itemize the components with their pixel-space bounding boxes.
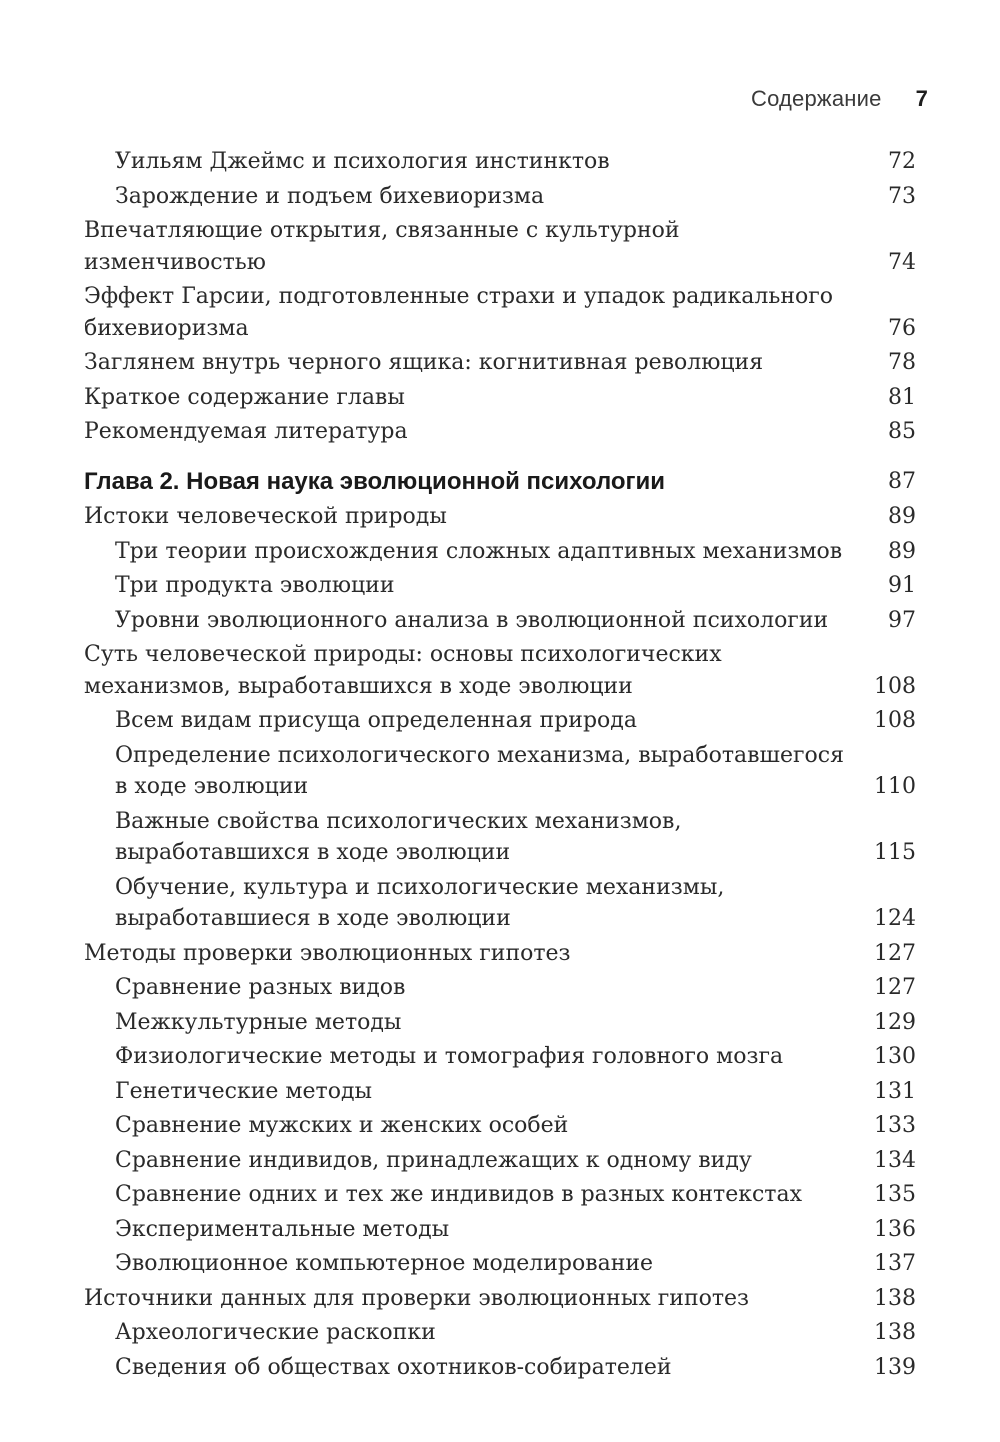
toc-entry-page-number: 115 (874, 840, 916, 865)
toc-entry-title: Определение психологического механизма, выработавшегося в ходе эволюции (115, 742, 844, 799)
toc-entry-page-number: 85 (888, 419, 916, 444)
toc-entry-title: Сведения об обществах охотников-собирателей (115, 1354, 672, 1380)
toc-entry-title: Экспериментальные методы (115, 1216, 450, 1242)
toc-entry-page-number: 73 (888, 183, 916, 209)
toc-entry-page-number: 138 (874, 1285, 916, 1311)
toc-entry-title: Важные свойства психологических механизмов, выработавшихся в ходе эволюции (115, 808, 682, 865)
running-head-section-title: Содержание (750, 86, 882, 111)
toc-entry-page-number: 127 (874, 975, 916, 1000)
toc-entry[interactable] (84, 1110, 916, 1142)
toc-entry-page-number: 76 (888, 315, 916, 341)
toc-entry-page-number: 129 (874, 1009, 916, 1035)
toc-entry-page-number: 138 (874, 1320, 916, 1345)
toc-entry[interactable] (84, 215, 916, 278)
toc-entry[interactable] (84, 1007, 916, 1039)
toc-entry[interactable] (84, 605, 916, 637)
toc-entry[interactable] (84, 501, 916, 533)
toc-entry-page-number: 133 (874, 1113, 916, 1138)
toc-entry[interactable] (84, 536, 916, 568)
toc-entry[interactable] (84, 972, 916, 1004)
toc-entry-title: Источники данных для проверки эволюционных гипотез (84, 1285, 750, 1311)
toc-entry-title: Эффект Гарсии, подготовленные страхи и упадок радикального бихевиоризма (84, 284, 834, 341)
toc-entry-page-number: 139 (874, 1354, 916, 1380)
toc-entry-title: Археологические раскопки (115, 1320, 436, 1345)
toc-entry-title: Суть человеческой природы: основы психологических механизмов, выработавшихся в ходе эволюции (84, 642, 722, 699)
toc-entry-page-number: 97 (888, 607, 916, 633)
toc-entry[interactable] (84, 1214, 916, 1246)
toc-entry[interactable] (84, 705, 916, 737)
toc-entry[interactable] (84, 1076, 916, 1108)
toc-entry-title: Зарождение и подъем бихевиоризма (115, 183, 545, 209)
toc-entry-title: Генетические методы (115, 1078, 373, 1104)
page-number: 7 (915, 86, 928, 111)
toc-entry-page-number: 72 (888, 149, 916, 174)
toc-entry-title: Физиологические методы и томография головного мозга (115, 1044, 784, 1069)
toc-entry-page-number: 124 (874, 906, 916, 931)
toc-entry-title: Три теории происхождения сложных адаптивных механизмов (115, 538, 843, 564)
toc-entry-title: Сравнение мужских и женских особей (115, 1113, 569, 1138)
toc-entry[interactable] (84, 639, 916, 702)
toc-entry[interactable] (84, 740, 916, 803)
toc-entry-title: Краткое содержание главы (84, 384, 405, 410)
running-head (751, 86, 928, 112)
toc-entry-title: Глава 2. Новая наука эволюционной психологии (84, 467, 666, 495)
toc-entry[interactable] (84, 570, 916, 602)
toc-entry-page-number: 91 (888, 573, 916, 598)
toc-entry-page-number: 110 (874, 774, 916, 799)
toc-entry[interactable] (84, 1248, 916, 1280)
toc-entry-page-number: 134 (874, 1147, 916, 1173)
toc-entry[interactable] (84, 181, 916, 213)
toc-entry-page-number: 108 (874, 673, 916, 699)
toc-entry[interactable] (84, 1283, 916, 1315)
toc-entry-page-number: 81 (888, 384, 916, 410)
toc-entry-title: Сравнение индивидов, принадлежащих к одному виду (115, 1147, 752, 1173)
toc-entry-page-number: 131 (874, 1078, 916, 1104)
toc-entry-page-number: 89 (888, 538, 916, 564)
toc-entry[interactable] (84, 806, 916, 869)
toc-entry-page-number: 87 (888, 468, 916, 494)
toc-entry[interactable] (84, 146, 916, 178)
toc-entry-title: Истоки человеческой природы (84, 504, 447, 529)
toc-entry-page-number: 74 (888, 249, 916, 275)
toc-entry-title: Эволюционное компьютерное моделирование (115, 1251, 654, 1276)
toc-entry-title: Рекомендуемая литература (84, 419, 408, 444)
toc-entry[interactable] (84, 1317, 916, 1349)
toc-entry-title: Три продукта эволюции (115, 573, 395, 598)
toc-entry-title: Заглянем внутрь черного ящика: когнитивная революция (84, 350, 764, 375)
toc-entry[interactable] (84, 938, 916, 970)
table-of-contents (84, 146, 916, 1386)
toc-entry-page-number: 108 (874, 708, 916, 733)
toc-entry-title: Методы проверки эволюционных гипотез (84, 940, 571, 966)
toc-entry[interactable] (84, 1179, 916, 1211)
toc-entry-title: Всем видам присуща определенная природа (115, 708, 637, 733)
toc-entry-title: Сравнение разных видов (115, 975, 406, 1000)
toc-entry-page-number: 89 (888, 504, 916, 529)
toc-entry-title: Сравнение одних и тех же индивидов в разных контекстах (115, 1182, 802, 1207)
toc-entry-page-number: 78 (888, 350, 916, 375)
toc-entry-page-number: 137 (874, 1251, 916, 1276)
toc-entry[interactable] (84, 1352, 916, 1384)
toc-entry[interactable] (84, 872, 916, 935)
toc-entry-title: Обучение, культура и психологические механизмы, выработавшиеся в ходе эволюции (115, 874, 725, 931)
toc-chapter-entry[interactable] (84, 466, 916, 498)
toc-entry-page-number: 130 (874, 1044, 916, 1069)
toc-entry[interactable] (84, 281, 916, 344)
toc-entry-title: Уровни эволюционного анализа в эволюционной психологии (115, 607, 829, 633)
toc-entry[interactable] (84, 416, 916, 448)
toc-entry-title: Уильям Джеймс и психология инстинктов (115, 149, 610, 174)
toc-entry-page-number: 127 (874, 940, 916, 966)
toc-entry[interactable] (84, 1145, 916, 1177)
toc-entry-page-number: 135 (874, 1182, 916, 1207)
toc-entry-title: Межкультурные методы (115, 1009, 402, 1035)
toc-entry-page-number: 136 (874, 1216, 916, 1242)
toc-entry[interactable] (84, 1041, 916, 1073)
toc-entry[interactable] (84, 347, 916, 379)
toc-entry-title: Впечатляющие открытия, связанные с культурной изменчивостью (84, 218, 680, 275)
toc-entry[interactable] (84, 382, 916, 414)
